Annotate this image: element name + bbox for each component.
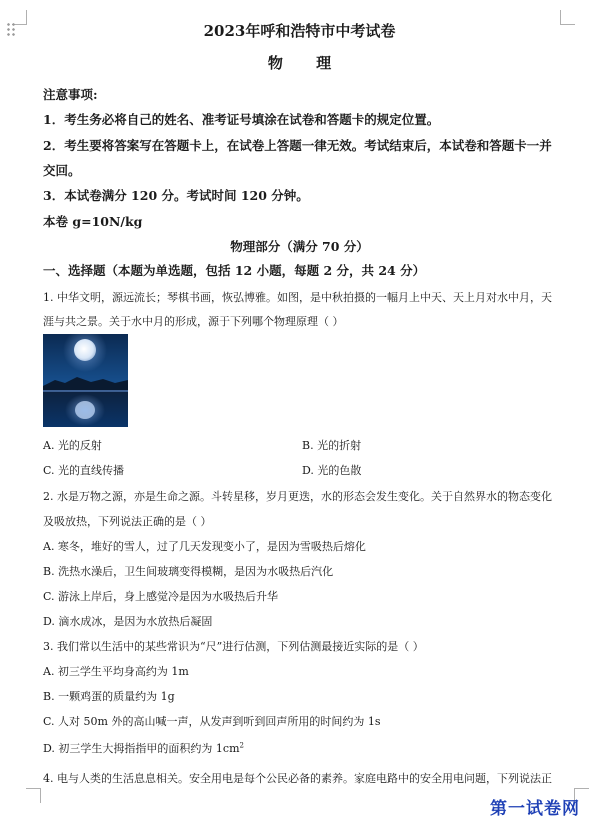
site-watermark: 第一试卷网	[490, 799, 580, 819]
q1-option-c: C. 光的直线传播	[43, 464, 125, 477]
choice-section-heading: 一、选择题（本题为单选题，包括 12 小题，每题 2 分，共 24 分）	[43, 263, 426, 278]
notes-item-3: 3．本试卷满分 120 分。考试时间 120 分钟。	[43, 188, 309, 203]
notes-item-2-line-1: 2．考生要将答案写在答题卡上，在试卷上答题一律无效。考试结束后，本试卷和答题卡一并	[43, 138, 552, 153]
moon-over-water-photo	[43, 334, 128, 427]
q2-stem-line-1: 2. 水是万物之源，亦是生命之源。斗转星移，岁月更迭，水的形态会发生变化。关于自然界水的物态变化	[43, 490, 552, 503]
q4-stem-line-1: 4. 电与人类的生活息息相关。安全用电是每个公民必备的素养。家庭电路中的安全用电问题，下列说法正	[43, 772, 552, 785]
q1-stem-line-2: 涯与共之景。关于水中月的形成，源于下列哪个物理原理（ ）	[43, 315, 344, 328]
physics-part-heading: 物理部分（满分 70 分）	[230, 239, 369, 254]
q2-option-a: A. 寒冬，堆好的雪人，过了几天发现变小了，是因为雪吸热后熔化	[43, 540, 366, 553]
q2-option-c: C. 游泳上岸后，身上感觉冷是因为水吸热后升华	[43, 590, 279, 603]
q2-option-b: B. 洗热水澡后，卫生间玻璃变得模糊，是因为水吸热后汽化	[43, 565, 334, 578]
q3-option-d-superscript: 2	[239, 741, 244, 750]
q3-option-d	[43, 740, 244, 756]
q1-option-d: D. 光的色散	[302, 464, 362, 477]
notes-heading: 注意事项:	[43, 87, 98, 102]
gravity-note: 本卷 g=10N/kg	[43, 214, 143, 229]
crop-mark-bottom-left	[26, 788, 41, 803]
q1-option-a: A. 光的反射	[43, 439, 102, 452]
q3-option-b: B. 一颗鸡蛋的质量约为 1g	[43, 690, 175, 703]
q3-option-a: A. 初三学生平均身高约为 1m	[43, 665, 189, 678]
exam-subject: 物 理	[267, 54, 346, 72]
notes-item-2-line-2: 交回。	[43, 163, 81, 178]
q3-option-d-text: D. 初三学生大拇指指甲的面积约为 1cm	[43, 742, 240, 755]
exam-title: 2023年呼和浩特市中考试卷	[203, 22, 396, 40]
q2-stem-line-2: 及吸放热，下列说法正确的是（ ）	[43, 515, 212, 528]
q3-option-c: C. 人对 50m 外的高山喊一声，从发声到听到回声所用的时间约为 1s	[43, 715, 381, 728]
notes-item-1: 1．考生务必将自己的姓名、准考证号填涂在试卷和答题卡的规定位置。	[43, 112, 440, 127]
q3-stem: 3. 我们常以生活中的某些常识为“尺”进行估测，下列估测最接近实际的是（ ）	[43, 640, 424, 653]
q2-option-d: D. 滴水成冰，是因为水放热后凝固	[43, 615, 213, 628]
q1-stem-line-1: 1. 中华文明，源远流长；琴棋书画，恢弘博雅。如图，是中秋拍摄的一幅月上中天、天上月对水中月，天	[43, 291, 552, 304]
q1-option-b: B. 光的折射	[302, 439, 362, 452]
